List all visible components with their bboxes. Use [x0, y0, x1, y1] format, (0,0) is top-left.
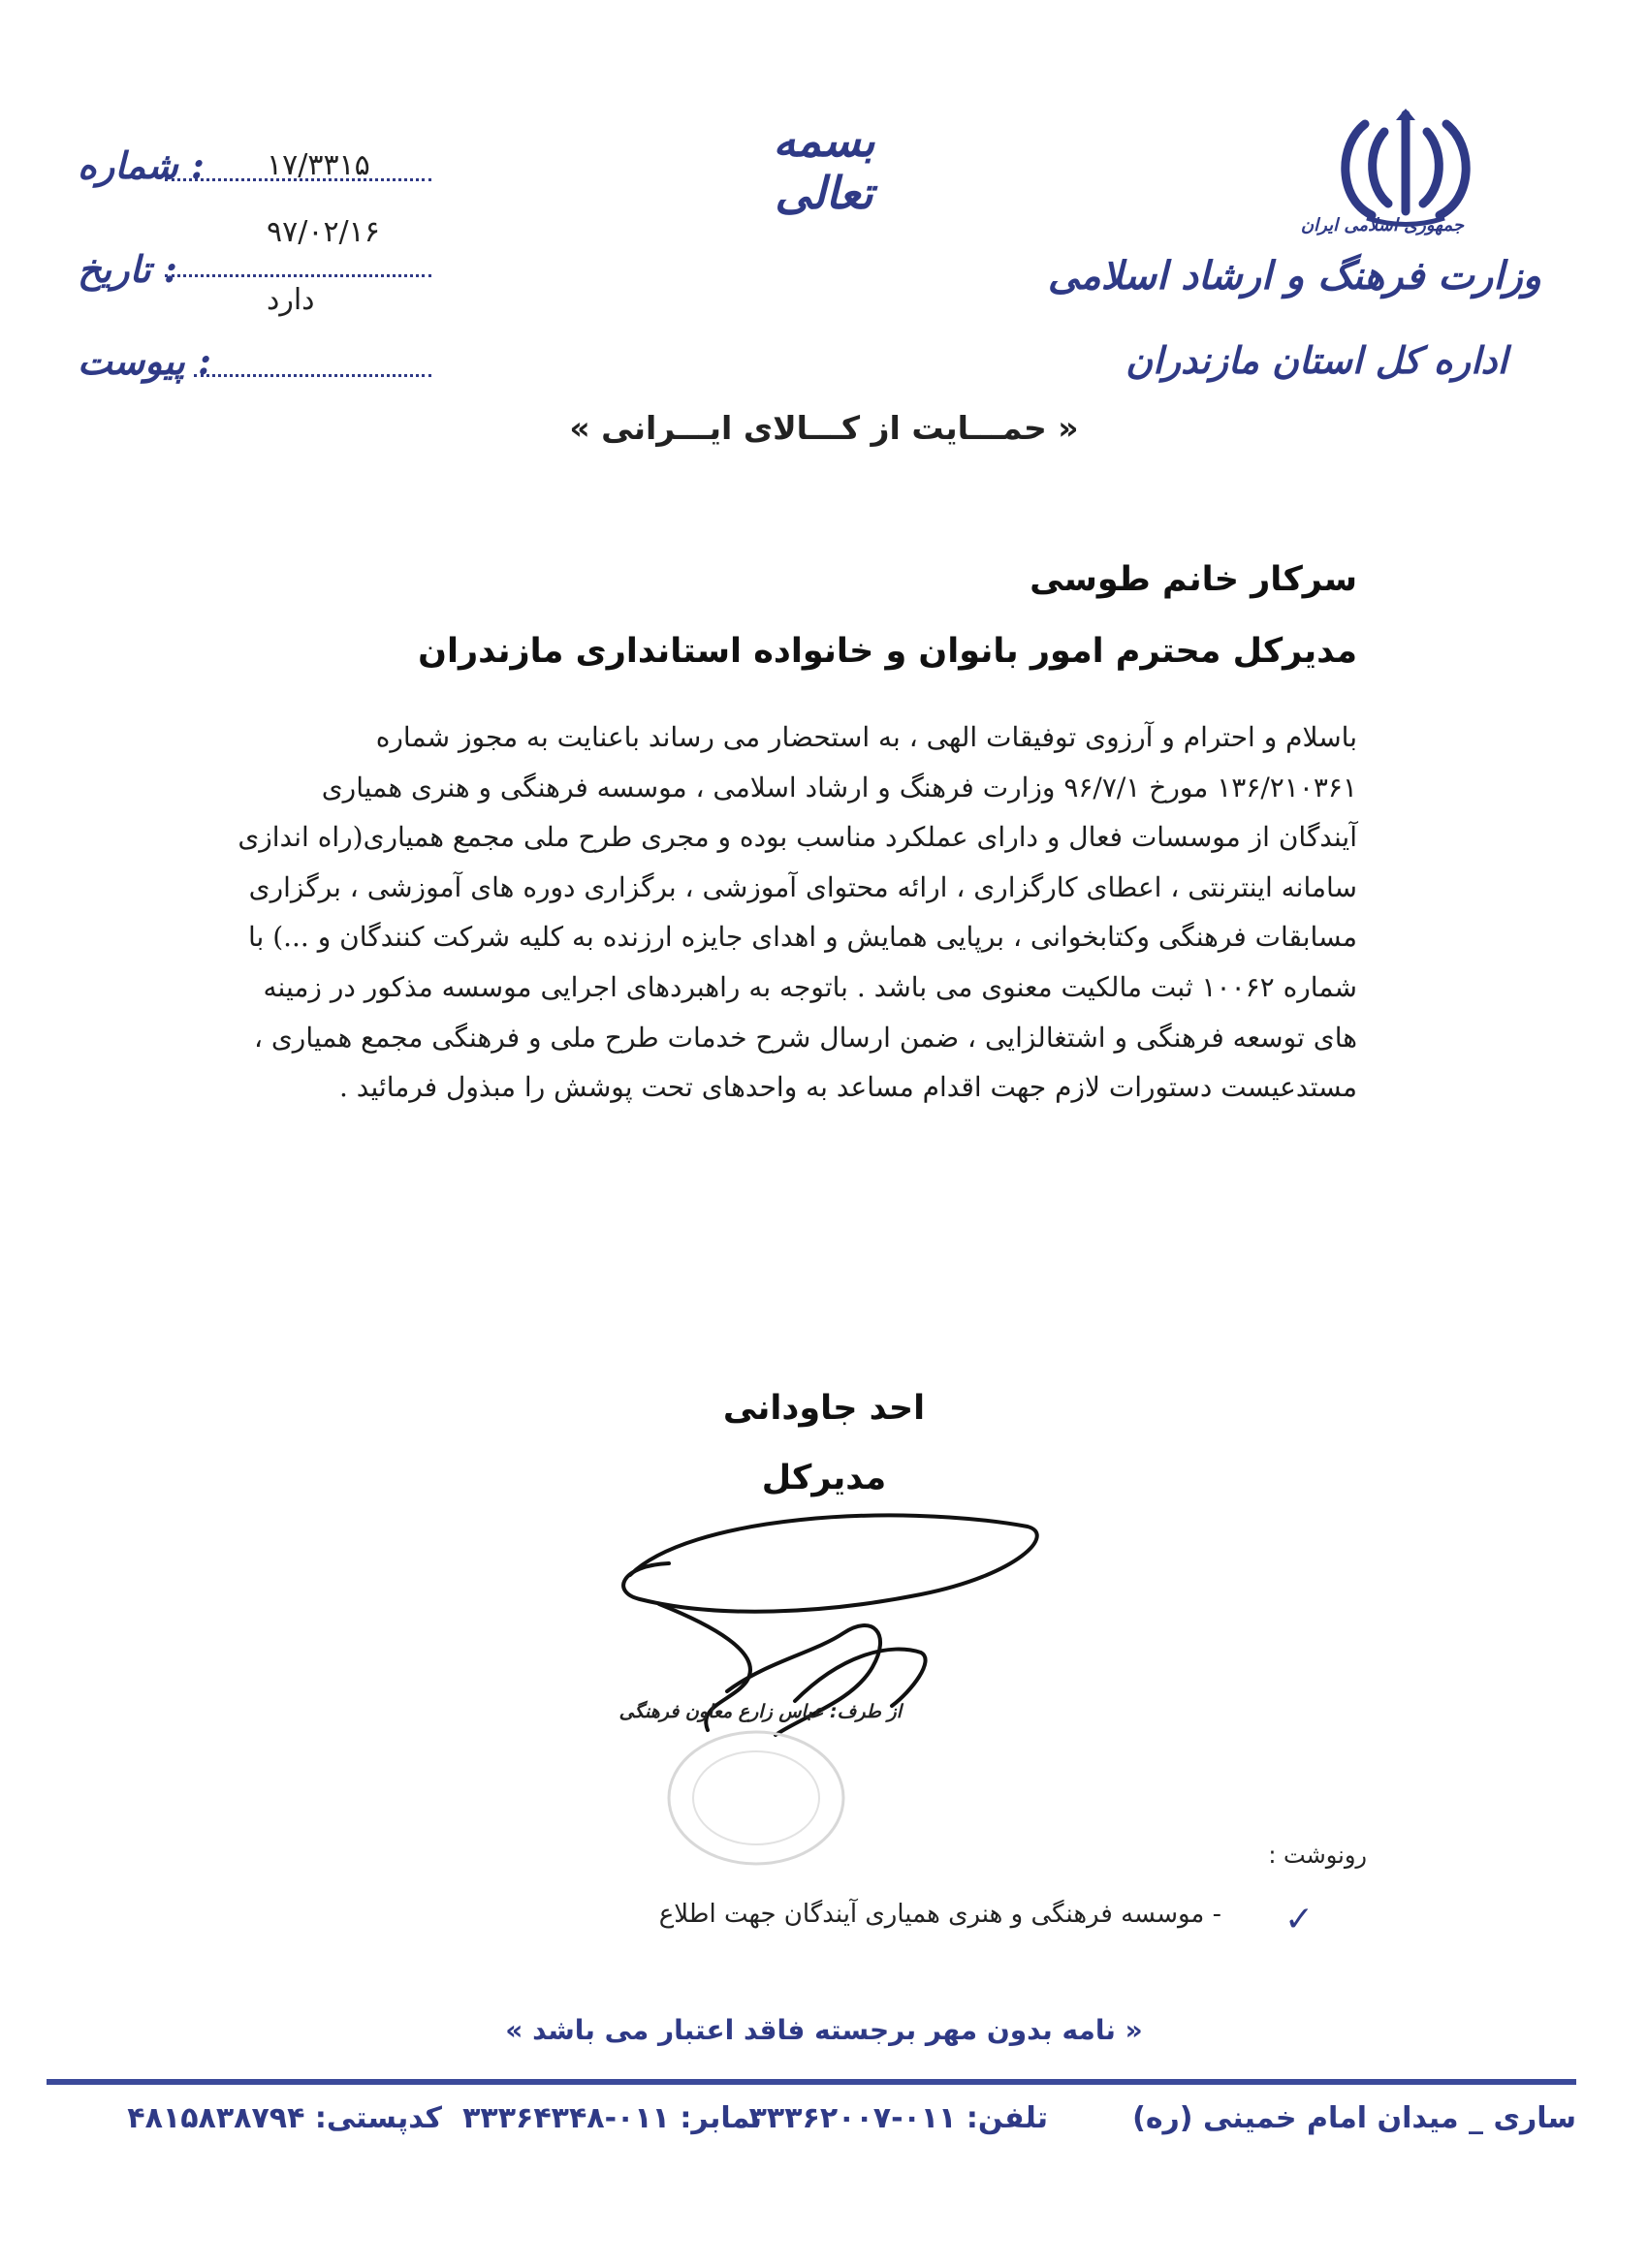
footer-divider	[47, 2079, 1576, 2085]
slogan: « حمـــایت از کـــالای ایـــرانی »	[569, 409, 1079, 447]
addressee-name: سرکار خانم طوسی	[1030, 560, 1357, 599]
bismillah-heading: بسمه تعالی	[773, 114, 875, 219]
signer-name: احد جاودانی	[722, 1389, 926, 1428]
letter-body	[238, 712, 1357, 1113]
body-line: مسابقات فرهنگی وکتابخوانی ، برپایی همایش و اهدای جایزه ارزنده به کلیه شرکت کنندگان و ...) با	[247, 921, 1357, 954]
checkmark-icon: ✓	[1284, 1900, 1315, 1939]
validity-notice: « نامه بدون مهر برجسته فاقد اعتبار می باشد »	[505, 2014, 1143, 2046]
signer-title: مدیرکل	[761, 1459, 887, 1497]
body-line: شماره ۱۰۰۶۲ ثبت مالکیت معنوی می باشد . باتوجه به راهبردهای اجرایی موسسه مذکور در زمینه	[263, 970, 1357, 1003]
cc-item: - موسسه فرهنگی و هنری همیاری آیندگان جهت اطلاع	[658, 1900, 1221, 1929]
footer-phone: تلفن: ۰۱۱-۳۳۳۶۲۰۰۷	[748, 2101, 1048, 2135]
number-value: ۱۷/۳۳۱۵	[267, 148, 370, 182]
body-line: ۱۳۶/۲۱۰۳۶۱ مورخ ۹۶/۷/۱ وزارت فرهنگ و ارشاد اسلامی ، موسسه فرهنگی و هنری همیاری	[321, 771, 1357, 803]
iran-emblem-icon	[1328, 107, 1483, 233]
footer-address: ساری _ میدان امام خمینی (ره)	[1132, 2101, 1576, 2135]
date-dotted-line	[165, 274, 431, 277]
embossed-seal	[659, 1725, 853, 1871]
footer	[47, 2101, 1576, 2150]
country-label: جمهوری اسلامی ایران	[1300, 215, 1464, 236]
ministry-department: اداره کل استان مازندران	[1125, 339, 1507, 382]
date-value: ۹۷/۰۲/۱۶	[267, 215, 380, 249]
on-behalf-note: از طرف: عباس زارع معاون فرهنگی	[618, 1701, 902, 1722]
attachment-label: : پیوست	[78, 339, 212, 383]
body-line: باسلام و احترام و آرزوی توفیقات الهی ، به استحضار می رساند باعنایت به مجوز شماره	[375, 721, 1357, 753]
attachment-value: دارد	[267, 283, 315, 317]
body-line: سامانه اینترنتی ، اعطای کارگزاری ، ارائه محتوای آموزشی ، برگزاری دوره های آموزشی ، برگزاری	[248, 870, 1357, 903]
footer-fax: نمابر: ۰۱۱-۳۳۳۶۴۳۴۸	[462, 2101, 762, 2135]
body-line: های توسعه فرهنگی و اشتغالزایی ، ضمن ارسال شرح خدمات طرح ملی و فرهنگی مجمع همیاری ،	[253, 1021, 1357, 1054]
attachment-dotted-line	[194, 374, 431, 377]
addressee-title: مدیرکل محترم امور بانوان و خانواده استانداری مازندران	[418, 632, 1357, 671]
body-line: مستدعیست دستورات لازم جهت اقدام مساعد به واحدهای تحت پوشش را مبذول فرمائید .	[339, 1071, 1357, 1104]
footer-postal: کدپستی: ۴۸۱۵۸۳۸۷۹۴	[127, 2101, 442, 2135]
body-line: آیندگان از موسسات فعال و دارای عملکرد مناسب بوده و مجری طرح ملی مجمع همیاری(راه اندازی	[238, 821, 1357, 854]
date-label: : تاریخ	[78, 247, 177, 291]
cc-title: رونوشت :	[1268, 1842, 1367, 1869]
number-label: : شماره	[78, 143, 205, 187]
ministry-name: وزارت فرهنگ و ارشاد اسلامی	[1047, 254, 1541, 299]
